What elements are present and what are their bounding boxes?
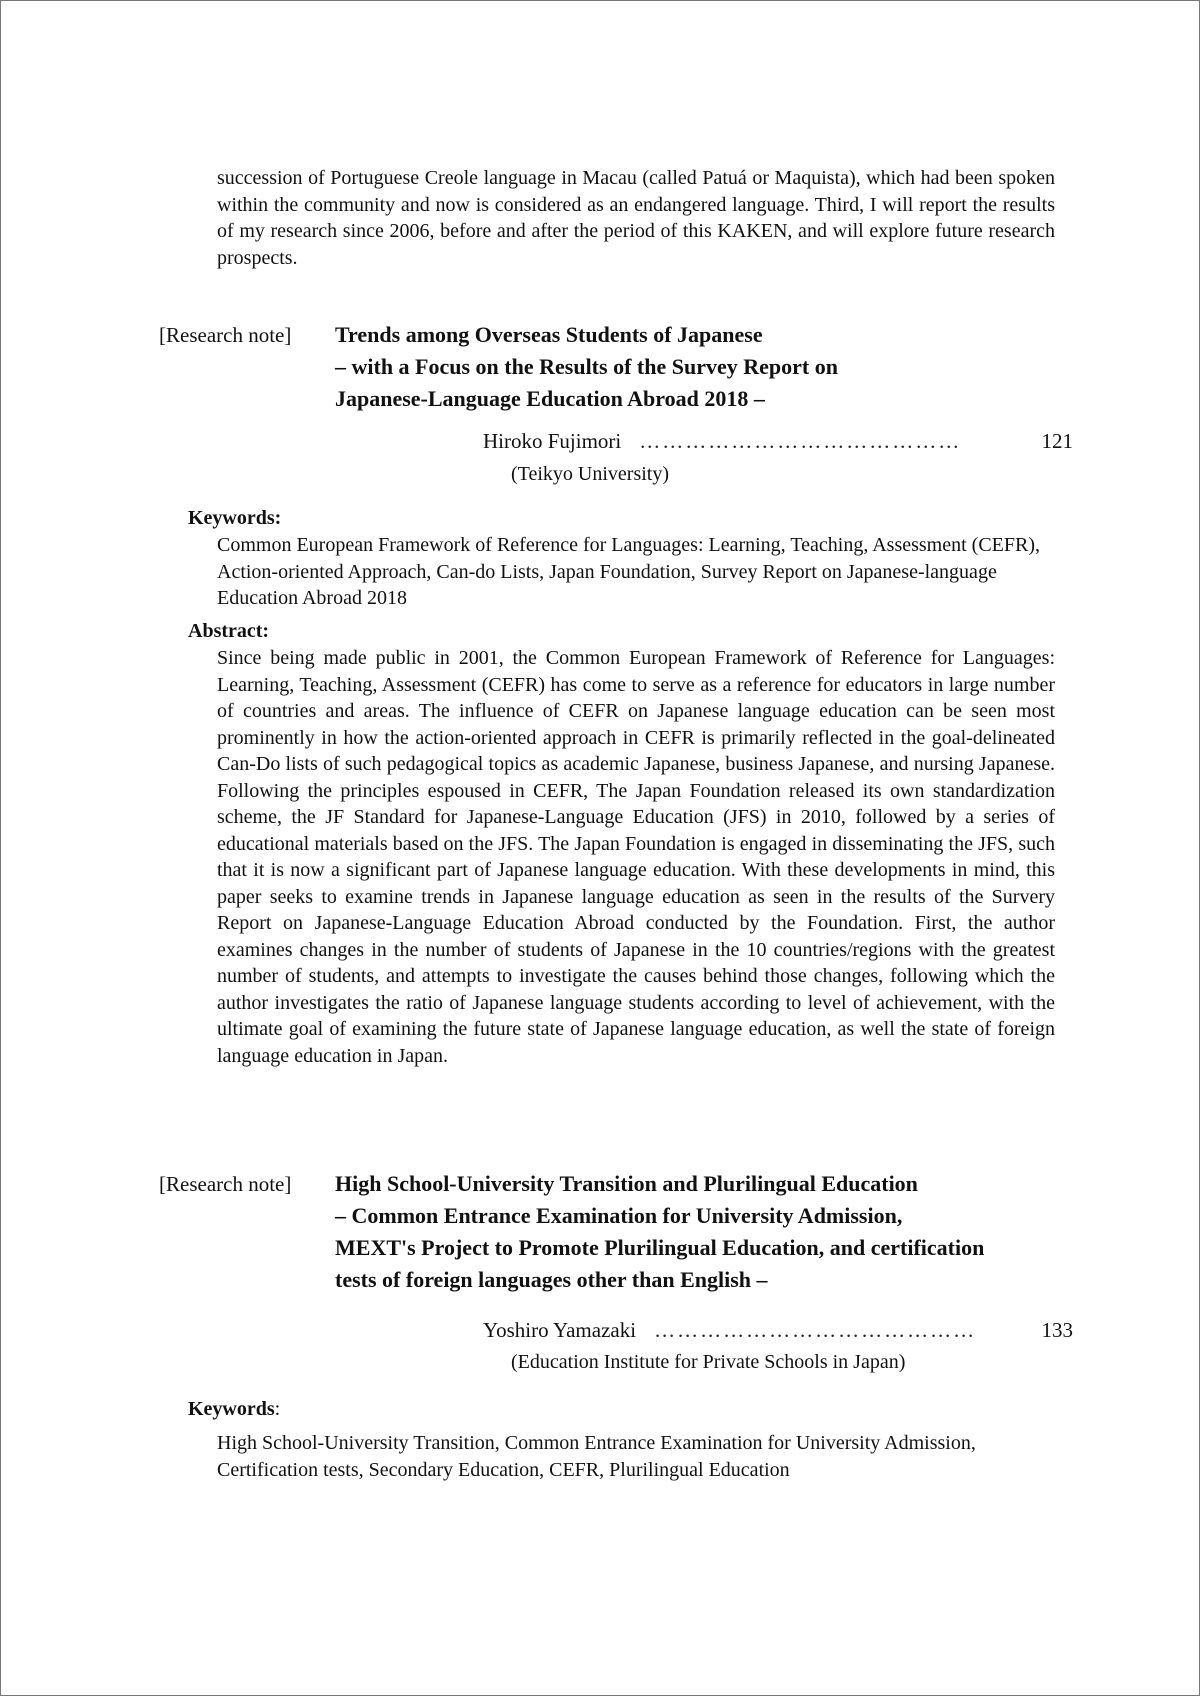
entry-2-label: [Research note] xyxy=(159,1172,292,1196)
entry-2-affiliation: (Education Institute for Private Schools in Japan) xyxy=(511,1351,906,1373)
entry-1-author-row xyxy=(483,426,1073,456)
entry-2-keywords-colon: : xyxy=(274,1398,281,1420)
entry-1-title xyxy=(335,319,1095,415)
entry-2-title xyxy=(335,1168,1095,1296)
entry-1-title-line: – with a Focus on the Results of the Survey Report on xyxy=(335,354,838,379)
entry-1-affiliation: (Teikyo University) xyxy=(511,463,670,485)
entry-2-title-line: High School-University Transition and Plurilingual Education xyxy=(335,1171,918,1196)
intro-paragraph: succession of Portuguese Creole language in Macau (called Patuá or Maquista), which had been spoken within the community and now is considered as an endangered language. Third, I will report the results of my research since 2006, before and after the period of this KAKEN, and will explore future research prospects. xyxy=(217,167,1055,269)
entry-1-leader-dots: …………………………………… xyxy=(639,429,962,453)
entry-2-author-row xyxy=(483,1315,1073,1345)
entry-2-keywords-heading xyxy=(188,1396,280,1422)
entry-2-title-line: – Common Entrance Examination for University Admission, xyxy=(335,1203,903,1228)
entry-2-keywords: High School-University Transition, Common Entrance Examination for University Admission, Certification tests, Secondary Education, CEFR, Plurilingual Education xyxy=(217,1432,976,1481)
entry-1-title-line: Trends among Overseas Students of Japanese xyxy=(335,322,763,347)
entry-2-title-line: MEXT's Project to Promote Plurilingual Education, and certification xyxy=(335,1235,985,1260)
entry-2-author: Yoshiro Yamazaki xyxy=(483,1318,637,1342)
entry-2-keywords-heading-text: Keywords xyxy=(188,1398,275,1420)
entry-1-abstract: Since being made public in 2001, the Common European Framework of Reference for Languages: Learning, Teaching, Assessment (CEFR) has come to serve as a reference for educators in large number of countries and areas. The influence of CEFR on Japanese language education can be seen most prominently in how the action-oriented approach in CEFR is primarily reflected in the goal-delineated Can-Do lists of such pedagogical topics as academic Japanese, business Japanese, and nursing Japanese. Following the principles espoused in CEFR, The Japan Foundation released its own standardization scheme, the JF Standard for Japanese-Language Education (JFS) in 2010, followed by a series of educational materials based on the JFS. The Japan Foundation is engaged in disseminating the JFS, such that it is now a significant part of Japanese language education. With these developments in mind, this paper seeks to examine trends in Japanese language education as seen in the results of the Survery Report on Japanese-Language Education Abroad conducted by the Foundation. First, the author examines changes in the number of students of Japanese in the 10 countries/regions with the greatest number of students, and attempts to investigate the causes behind those changes, following which the author investigates the ratio of Japanese language students according to level of achievement, with the ultimate goal of examining the future state of Japanese language education, as well the state of foreign language education in Japan. xyxy=(217,647,1055,1067)
entry-1-label: [Research note] xyxy=(159,323,292,347)
entry-1-author: Hiroko Fujimori xyxy=(483,429,622,453)
entry-1-title-line: Japanese-Language Education Abroad 2018 – xyxy=(335,386,765,411)
entry-2-page-number: 133 xyxy=(1041,1318,1073,1342)
entry-2-title-line: tests of foreign languages other than English – xyxy=(335,1267,768,1292)
entry-2-leader-dots: …………………………………… xyxy=(654,1318,977,1342)
entry-1-abstract-heading: Abstract: xyxy=(188,620,270,642)
entry-1-keywords: Common European Framework of Reference for Languages: Learning, Teaching, Assessment (CEFR), Action-oriented Approach, Can-do Lists, Japan Foundation, Survey Report on Japanese-language Education Abroad 2018 xyxy=(217,534,1041,609)
entry-1-keywords-heading: Keywords: xyxy=(188,507,282,529)
entry-1-page-number: 121 xyxy=(1041,429,1073,453)
